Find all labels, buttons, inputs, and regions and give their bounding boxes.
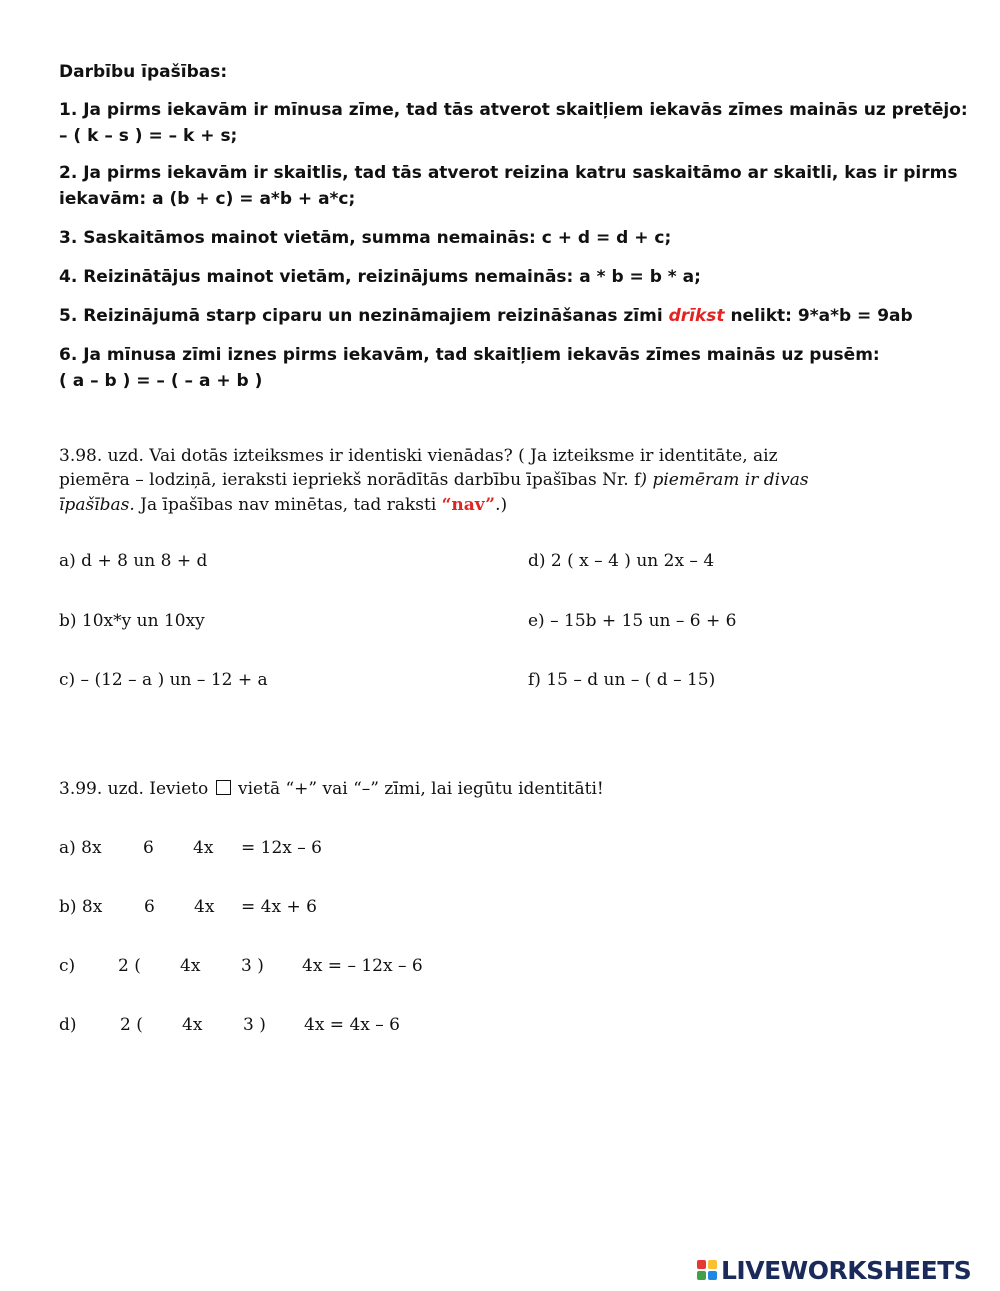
row-c-part2: 2 (: [118, 956, 141, 976]
checkbox-square-icon: [216, 780, 231, 795]
property-1-line2: – ( k – s ) = – k + s;: [59, 126, 238, 146]
task398-item-e: e) – 15b + 15 un – 6 + 6: [528, 611, 737, 631]
row-d-part3: 4x: [182, 1015, 203, 1035]
row-d-part1: d): [59, 1015, 77, 1035]
row-c-part4: 3 ): [241, 956, 264, 976]
property-6-line2: ( a – b ) = – ( – a + b ): [59, 371, 263, 391]
task398-line3-red: “nav”: [441, 495, 496, 515]
row-a-part2: 6: [143, 838, 154, 858]
task398-line3-mid: Ja īpašības nav minētas, tad raksti: [134, 495, 442, 515]
row-c-part1: c): [59, 956, 76, 976]
row-d-part2: 2 (: [120, 1015, 143, 1035]
row-c-part5: 4x = – 12x – 6: [302, 956, 423, 976]
logo-blocks-icon: [697, 1260, 717, 1280]
row-b-part3: 4x: [194, 897, 215, 917]
task398-item-c: c) – (12 – a ) un – 12 + a: [59, 670, 268, 690]
task399-intro-pre: 3.99. uzd. Ievieto: [59, 779, 209, 799]
row-d-part5: 4x = 4x – 6: [304, 1015, 400, 1035]
logo-block-2: [708, 1260, 717, 1269]
logo-block-1: [697, 1260, 706, 1269]
task398-line2-pre: piemēra – lodziņā, ieraksti iepriekš norādītās darbību īpašības Nr. f: [59, 470, 641, 490]
logo-block-3: [697, 1271, 706, 1280]
property-1-line1: 1. Ja pirms iekavām ir mīnusa zīme, tad tās atverot skaitļiem iekavās zīmes mainās uz pretējo:: [59, 100, 968, 120]
task398-item-b: b) 10x*y un 10xy: [59, 611, 205, 631]
task398-line3-italic: īpašības.: [59, 495, 135, 515]
property-2-line1: 2. Ja pirms iekavām ir skaitlis, tad tās atverot reizina katru saskaitāmo ar skaitli, kas ir pirms: [59, 163, 958, 183]
row-b-part1: b) 8x: [59, 897, 103, 917]
task398-item-f: f) 15 – d un – ( d – 15): [528, 670, 716, 690]
task398-line3: [59, 495, 507, 515]
row-b-part4: = 4x + 6: [241, 897, 317, 917]
property-5-pre: 5. Reizinājumā starp ciparu un nezināmajiem reizināšanas zīmi: [59, 306, 669, 326]
task398-line2: [59, 470, 809, 490]
row-a-part1: a) 8x: [59, 838, 102, 858]
property-4: 4. Reizinātājus mainot vietām, reizinājums nemainās: a * b = b * a;: [59, 267, 701, 287]
row-a-part4: = 12x – 6: [241, 838, 322, 858]
task399-intro: [59, 779, 604, 799]
row-c-part3: 4x: [180, 956, 201, 976]
property-5: [59, 306, 913, 326]
task398-item-d: d) 2 ( x – 4 ) un 2x – 4: [528, 551, 715, 571]
row-b-part2: 6: [144, 897, 155, 917]
task399-intro-post: vietā “+” vai “–” zīmi, lai iegūtu identitāti!: [232, 779, 604, 799]
liveworksheets-logo: [697, 1254, 997, 1286]
page-title: Darbību īpašības:: [59, 62, 228, 82]
task398-line3-post: .): [495, 495, 508, 515]
task398-item-a: a) d + 8 un 8 + d: [59, 551, 208, 571]
logo-text: LIVEWORKSHEETS: [721, 1255, 972, 1285]
task398-line1: 3.98. uzd. Vai dotās izteiksmes ir identiski vienādas? ( Ja izteiksme ir identitāte, aiz: [59, 446, 778, 466]
row-a-part3: 4x: [193, 838, 214, 858]
row-d-part4: 3 ): [243, 1015, 266, 1035]
logo-block-4: [708, 1271, 717, 1280]
task398-line2-italic: ) piemēram ir divas: [640, 470, 809, 490]
property-3: 3. Saskaitāmos mainot vietām, summa nemainās: c + d = d + c;: [59, 228, 672, 248]
property-6-line1: 6. Ja mīnusa zīmi iznes pirms iekavām, tad skaitļiem iekavās zīmes mainās uz pusēm:: [59, 345, 880, 365]
property-5-post: nelikt: 9*a*b = 9ab: [724, 306, 913, 326]
property-2-line2: iekavām: a (b + c) = a*b + a*c;: [59, 189, 356, 209]
property-5-red: drīkst: [668, 306, 725, 326]
